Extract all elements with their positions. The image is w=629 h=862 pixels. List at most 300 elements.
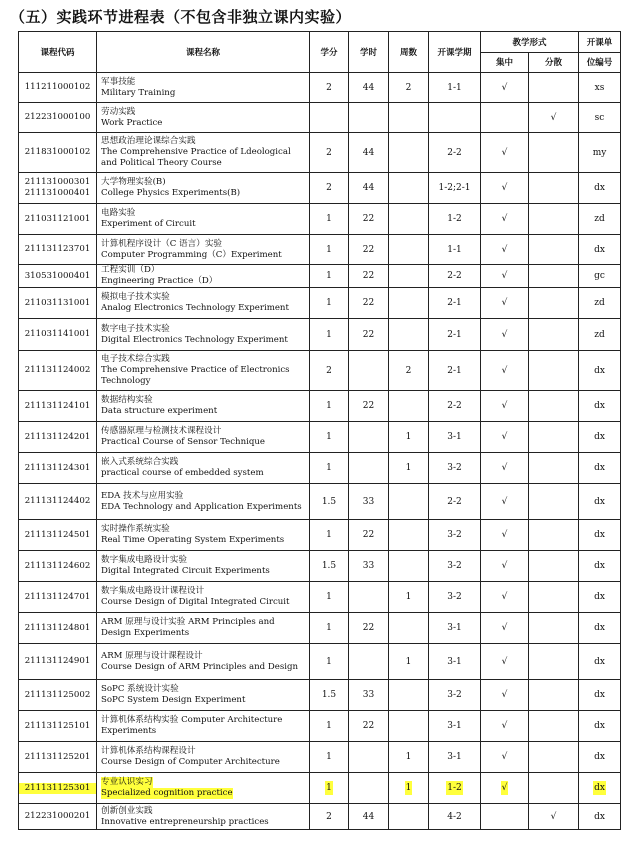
weeks-cell (389, 351, 429, 391)
weeks-value: 1 (405, 752, 412, 762)
concentrated-cell (481, 804, 529, 830)
term-value: 3-2 (447, 530, 462, 540)
course-name-en: The Comprehensive Practice of Electronics Technology (101, 365, 290, 386)
unit-cell (579, 391, 621, 422)
hours-value: 22 (362, 623, 375, 633)
table-row (19, 133, 621, 173)
dispersed-cell (529, 319, 579, 351)
credits-cell (310, 644, 349, 680)
concentrated-cell (481, 204, 529, 235)
course-code-cell (19, 265, 97, 288)
credits-value: 2 (326, 82, 332, 93)
table-row (19, 551, 621, 582)
weeks-cell (389, 133, 429, 173)
credits-value: 1 (326, 329, 332, 340)
course-name-cell (97, 103, 310, 133)
course-name-cn: 军事技能 (101, 76, 136, 87)
course-name-cell (97, 133, 310, 173)
term-value: 2-1 (447, 365, 462, 376)
credits-cell (310, 742, 349, 773)
hours-cell (349, 613, 389, 644)
term-value: 3-1 (447, 656, 462, 667)
concentrated-cell (481, 288, 529, 319)
course-code-cell (19, 453, 97, 484)
course-name-en: Experiments (101, 726, 157, 736)
unit-cell (579, 680, 621, 711)
concentrated-cell (481, 520, 529, 551)
dispersed-cell (529, 235, 579, 265)
course-code: 211131124402 (24, 496, 91, 506)
dispersed-cell (529, 711, 579, 742)
course-code: 211031121001 (24, 213, 91, 224)
header-term: 开课学期 (429, 32, 481, 73)
course-name-en: College Physics Experiments(B) (101, 188, 241, 198)
course-name-cn: 数字集成电路设计实验 (101, 555, 187, 565)
term-value: 1-2;2-1 (438, 183, 471, 193)
course-name-en: Design Experiments (101, 628, 190, 638)
hours-cell (349, 235, 389, 265)
term-cell (429, 288, 481, 319)
hours-cell (349, 582, 389, 613)
header-weeks: 周数 (389, 32, 429, 73)
dispersed-cell (529, 484, 579, 520)
term-value: 3-2 (447, 690, 462, 700)
term-value: 3-1 (447, 432, 462, 442)
credits-value: 2 (326, 183, 332, 193)
unit-cell (579, 265, 621, 288)
course-name-en: Course Design of ARM Principles and Design (101, 661, 299, 672)
course-code-cell (19, 613, 97, 644)
hours-value: 33 (362, 561, 375, 571)
unit-value: xs (594, 82, 605, 93)
concentrated-value: √ (501, 82, 508, 93)
course-name-cn: 实时操作系统实验 (101, 524, 170, 534)
hours-cell (349, 265, 389, 288)
course-code-cell (19, 484, 97, 520)
term-cell (429, 319, 481, 351)
course-name-cell (97, 173, 310, 204)
course-name-cell (97, 484, 310, 520)
credits-cell (310, 551, 349, 582)
course-name-cell (97, 711, 310, 742)
dispersed-cell (529, 391, 579, 422)
course-code: 211131125201 (24, 751, 91, 762)
hours-value: 22 (362, 244, 375, 255)
dispersed-cell (529, 204, 579, 235)
course-code: 212231000100 (24, 112, 91, 122)
course-code-cell (19, 351, 97, 391)
course-code-cell (19, 422, 97, 453)
unit-cell (579, 204, 621, 235)
unit-value: my (592, 147, 607, 158)
credits-cell (310, 235, 349, 265)
unit-cell (579, 613, 621, 644)
credits-value: 1 (326, 214, 332, 224)
unit-cell (579, 73, 621, 103)
term-cell (429, 235, 481, 265)
table-row (19, 73, 621, 103)
weeks-cell (389, 644, 429, 680)
unit-value: gc (594, 271, 605, 281)
unit-cell (579, 804, 621, 830)
weeks-cell (389, 73, 429, 103)
course-name-cn: EDA 技术与应用实验 (101, 490, 184, 501)
course-name-en: Work Practice (101, 117, 163, 128)
course-name-en: Course Design of Computer Architecture (101, 757, 280, 767)
table-row (19, 520, 621, 551)
dispersed-cell (529, 613, 579, 644)
concentrated-cell (481, 103, 529, 133)
credits-cell (310, 773, 349, 804)
unit-value: dx (594, 690, 605, 700)
course-name-cell (97, 422, 310, 453)
credits-value: 1 (326, 271, 332, 281)
dispersed-value: √ (550, 112, 557, 123)
course-code: 211131124901 (24, 656, 91, 666)
practice-schedule-table (18, 31, 621, 830)
course-code-cell (19, 204, 97, 235)
concentrated-value: √ (501, 214, 508, 224)
table-row (19, 204, 621, 235)
course-name-cell (97, 520, 310, 551)
weeks-cell (389, 319, 429, 351)
dispersed-cell (529, 173, 579, 204)
hours-cell (349, 551, 389, 582)
course-name-cell (97, 265, 310, 288)
weeks-cell (389, 804, 429, 830)
course-code: 310531000401 (24, 270, 91, 281)
table-row (19, 613, 621, 644)
concentrated-value: √ (501, 783, 508, 793)
term-cell (429, 453, 481, 484)
table-row (19, 711, 621, 742)
unit-value: dx (594, 365, 605, 376)
course-code: 211131000301 (24, 177, 91, 187)
table-row (19, 422, 621, 453)
term-cell (429, 551, 481, 582)
course-code: 211131124002 (24, 365, 91, 375)
course-code-cell (19, 288, 97, 319)
concentrated-value: √ (501, 690, 508, 700)
course-code-cell (19, 173, 97, 204)
hours-value: 44 (362, 183, 375, 193)
unit-value: dx (594, 432, 605, 442)
table-row (19, 288, 621, 319)
term-value: 3-1 (447, 721, 462, 731)
term-cell (429, 173, 481, 204)
credits-value: 1 (326, 752, 332, 762)
table-row (19, 644, 621, 680)
course-code-cell (19, 319, 97, 351)
course-name-cell (97, 319, 310, 351)
credits-cell (310, 520, 349, 551)
concentrated-value: √ (501, 496, 508, 507)
course-name-en: Computer Programming（C）Experiment (101, 249, 282, 260)
dispersed-cell (529, 520, 579, 551)
course-name-cell (97, 235, 310, 265)
course-code-cell (19, 711, 97, 742)
weeks-cell (389, 204, 429, 235)
weeks-cell (389, 484, 429, 520)
unit-cell (579, 644, 621, 680)
term-value: 2-2 (447, 496, 462, 507)
concentrated-value: √ (501, 271, 508, 281)
course-name-cell (97, 391, 310, 422)
course-name-cn: SoPC 系统设计实验 (101, 684, 179, 694)
hours-cell (349, 742, 389, 773)
weeks-cell (389, 235, 429, 265)
course-name-cell (97, 804, 310, 830)
unit-cell (579, 453, 621, 484)
concentrated-cell (481, 551, 529, 582)
concentrated-value: √ (501, 432, 508, 442)
unit-value: dx (594, 561, 605, 571)
weeks-value: 1 (405, 783, 412, 793)
table-row (19, 351, 621, 391)
credits-value: 1.5 (321, 561, 337, 571)
header-unit-line1: 开课单 (579, 32, 621, 53)
course-name-en: The Comprehensive Practice of Ldeological and Political Theory Course (101, 147, 291, 168)
header-form: 教学形式 (481, 32, 579, 53)
concentrated-cell (481, 613, 529, 644)
table-row (19, 484, 621, 520)
concentrated-cell (481, 422, 529, 453)
course-code: 211131124501 (24, 529, 91, 540)
dispersed-cell (529, 804, 579, 830)
credits-value: 2 (326, 811, 332, 822)
header-name: 课程名称 (97, 32, 310, 73)
course-code: 211131124801 (24, 622, 91, 633)
term-cell (429, 773, 481, 804)
credits-cell (310, 133, 349, 173)
course-code-cell (19, 680, 97, 711)
unit-cell (579, 711, 621, 742)
concentrated-cell (481, 644, 529, 680)
dispersed-cell (529, 351, 579, 391)
dispersed-cell (529, 680, 579, 711)
unit-value: dx (594, 811, 605, 822)
course-code: 111211000102 (24, 82, 91, 92)
course-name-en: Digital Integrated Circuit Experiments (101, 566, 270, 576)
unit-value: dx (594, 401, 605, 411)
unit-cell (579, 351, 621, 391)
term-value: 3-2 (447, 561, 462, 571)
course-name-cell (97, 204, 310, 235)
course-name-en: Experiment of Circuit (101, 219, 196, 229)
course-code-cell (19, 644, 97, 680)
concentrated-cell (481, 133, 529, 173)
hours-cell (349, 73, 389, 103)
term-cell (429, 422, 481, 453)
course-code: 211131123701 (24, 244, 91, 254)
unit-value: dx (594, 783, 605, 793)
credits-cell (310, 103, 349, 133)
term-value: 3-1 (447, 623, 462, 633)
term-cell (429, 644, 481, 680)
table-row (19, 804, 621, 830)
course-name-en: SoPC System Design Experiment (101, 695, 246, 705)
unit-cell (579, 742, 621, 773)
concentrated-cell (481, 742, 529, 773)
term-cell (429, 73, 481, 103)
course-name-cn: 数据结构实验 (101, 395, 153, 405)
term-value: 2-2 (447, 271, 462, 281)
hours-value: 33 (362, 496, 375, 507)
credits-cell (310, 613, 349, 644)
term-value: 2-2 (447, 401, 462, 411)
credits-value: 1 (326, 721, 332, 731)
concentrated-cell (481, 453, 529, 484)
credits-cell (310, 288, 349, 319)
hours-cell (349, 773, 389, 804)
dispersed-cell (529, 453, 579, 484)
dispersed-cell (529, 288, 579, 319)
hours-cell (349, 422, 389, 453)
unit-value: dx (594, 496, 605, 507)
dispersed-cell (529, 422, 579, 453)
concentrated-value: √ (501, 592, 508, 602)
dispersed-cell (529, 133, 579, 173)
unit-value: dx (594, 752, 605, 762)
course-code: 211831000102 (24, 147, 91, 157)
course-name-cn: 思想政治理论课综合实践 (101, 136, 196, 146)
weeks-value: 1 (405, 656, 412, 667)
unit-value: dx (594, 592, 605, 602)
credits-cell (310, 804, 349, 830)
course-name-cn: ARM 原理与设计实验 ARM Principles and (101, 617, 275, 627)
course-code: 211131125301 (19, 783, 96, 794)
credits-value: 1 (326, 656, 332, 667)
course-name-en: Military Training (101, 87, 176, 98)
concentrated-value: √ (501, 298, 508, 308)
credits-cell (310, 204, 349, 235)
hours-cell (349, 711, 389, 742)
unit-cell (579, 551, 621, 582)
unit-cell (579, 288, 621, 319)
table-row (19, 453, 621, 484)
weeks-cell (389, 265, 429, 288)
dispersed-cell (529, 742, 579, 773)
course-name-cn: 创新创业实践 (101, 805, 153, 816)
dispersed-cell (529, 73, 579, 103)
term-cell (429, 520, 481, 551)
hours-cell (349, 319, 389, 351)
hours-cell (349, 103, 389, 133)
weeks-cell (389, 582, 429, 613)
dispersed-cell (529, 551, 579, 582)
course-name-cell (97, 551, 310, 582)
page-title: （五）实践环节进程表（不包含非独立课内实验） (10, 8, 352, 26)
concentrated-cell (481, 235, 529, 265)
weeks-value: 1 (405, 432, 412, 442)
term-cell (429, 351, 481, 391)
unit-cell (579, 103, 621, 133)
course-code: 211131124602 (24, 560, 91, 571)
course-name-cn: 传感器原理与检测技术课程设计 (101, 426, 222, 436)
credits-cell (310, 422, 349, 453)
header-code: 课程代码 (19, 32, 97, 73)
course-name-cn: 数字电子技术实验 (101, 323, 170, 334)
course-code-cell (19, 582, 97, 613)
unit-value: dx (594, 183, 605, 193)
dispersed-cell (529, 265, 579, 288)
course-code-cell (19, 804, 97, 830)
term-cell (429, 265, 481, 288)
concentrated-value: √ (501, 623, 508, 633)
table-row (19, 773, 621, 804)
credits-value: 2 (326, 365, 332, 376)
course-code: 211131124101 (24, 400, 91, 411)
hours-cell (349, 391, 389, 422)
credits-value: 1 (326, 401, 332, 411)
unit-value: zd (594, 214, 605, 224)
weeks-cell (389, 711, 429, 742)
unit-cell (579, 422, 621, 453)
course-name-en: Analog Electronics Technology Experiment (101, 303, 289, 313)
dispersed-cell (529, 582, 579, 613)
hours-cell (349, 173, 389, 204)
credits-value: 1 (326, 623, 332, 633)
hours-cell (349, 453, 389, 484)
term-cell (429, 742, 481, 773)
course-code: 211031131001 (24, 297, 91, 308)
concentrated-cell (481, 73, 529, 103)
term-value: 1-2 (447, 783, 462, 793)
hours-value: 44 (362, 82, 375, 93)
course-name-cell (97, 453, 310, 484)
term-value: 1-2 (447, 214, 462, 224)
credits-value: 1.5 (321, 690, 337, 700)
header-dispersed: 分散 (529, 52, 579, 73)
credits-cell (310, 582, 349, 613)
table-row (19, 582, 621, 613)
concentrated-value: √ (501, 365, 508, 376)
weeks-value: 2 (405, 82, 412, 93)
hours-value: 22 (362, 298, 375, 308)
concentrated-value: √ (501, 329, 508, 340)
hours-value: 33 (362, 690, 375, 700)
term-cell (429, 582, 481, 613)
concentrated-cell (481, 773, 529, 804)
course-code-cell (19, 773, 97, 804)
hours-cell (349, 804, 389, 830)
course-name-cn: 工程实训（D） (101, 265, 160, 275)
unit-value: sc (594, 112, 605, 123)
course-code: 211131124701 (24, 591, 91, 602)
hours-cell (349, 680, 389, 711)
concentrated-cell (481, 711, 529, 742)
course-code: 212231000201 (24, 811, 91, 821)
hours-cell (349, 288, 389, 319)
course-name-cell (97, 351, 310, 391)
weeks-cell (389, 422, 429, 453)
hours-cell (349, 133, 389, 173)
term-value: 1-1 (447, 82, 462, 93)
term-value: 1-1 (447, 244, 462, 255)
concentrated-value: √ (501, 183, 508, 193)
credits-value: 1 (326, 592, 332, 602)
unit-cell (579, 520, 621, 551)
hours-cell (349, 484, 389, 520)
course-name-en: practical course of embedded system (101, 468, 264, 478)
course-code-cell (19, 391, 97, 422)
course-code: 211131125002 (24, 689, 91, 700)
credits-cell (310, 73, 349, 103)
header-hours: 学时 (349, 32, 389, 73)
concentrated-cell (481, 582, 529, 613)
course-code-cell (19, 103, 97, 133)
unit-value: dx (594, 623, 605, 633)
